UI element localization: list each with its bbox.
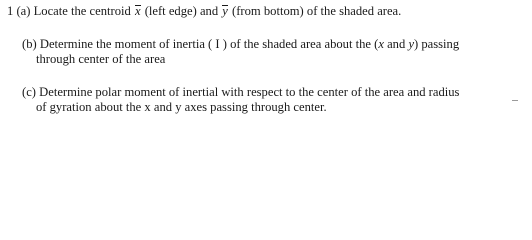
part-a-label: (a) [16, 4, 31, 18]
part-b-x-var: x [378, 37, 384, 51]
scan-artifact-dash [512, 100, 518, 101]
part-b-label: (b) [22, 37, 37, 51]
part-c-label: (c) [22, 85, 36, 99]
y-bar-symbol: y [222, 4, 228, 18]
part-a-line [7, 4, 401, 18]
part-a-text-2: (left edge) and [144, 4, 219, 18]
part-c-text-1: Determine polar moment of inertial with respect to the center of the area and radius [39, 85, 460, 99]
part-b-y-var: y [408, 37, 415, 51]
part-a-text-3: (from bottom) of the shaded area. [232, 4, 402, 18]
part-a-text-1: Locate the centroid [33, 4, 131, 18]
part-c-line-2: of gyration about the x and y axes passing through center. [36, 100, 327, 114]
part-b-line-1 [22, 37, 459, 51]
x-bar-symbol: x [134, 4, 141, 18]
part-b-text-2: ) passing [414, 37, 460, 51]
problem-number: 1 [7, 4, 14, 18]
part-b-and: and [387, 37, 406, 51]
part-b-text-1: Determine the moment of inertia ( I ) of the shaded area about the ( [39, 37, 379, 51]
part-c-line-1 [22, 85, 459, 99]
part-b-line-2: through center of the area [36, 52, 166, 66]
